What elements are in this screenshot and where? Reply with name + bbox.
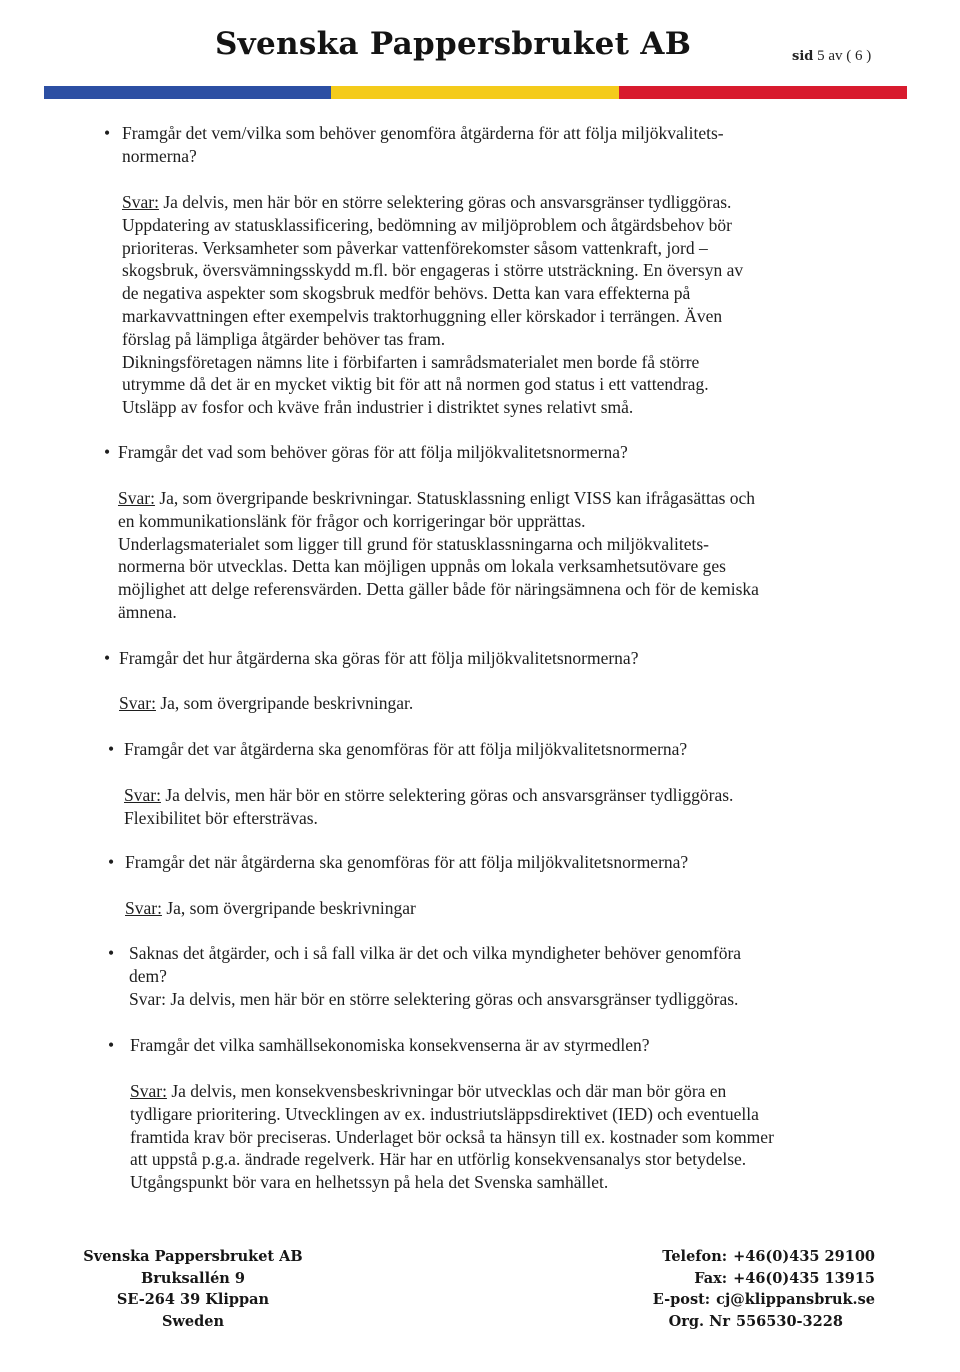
answer-line: normerna bör utvecklas. Detta kan möjligen uppnås om lokala verksamhetsutövare ges: [118, 556, 726, 577]
footer-phone-row: [640, 1246, 875, 1268]
question-line: Framgår det hur åtgärderna ska göras för att följa miljökvalitetsnormerna?: [119, 648, 639, 668]
answer-2: [118, 487, 759, 624]
question-3: [119, 647, 638, 670]
page-prefix: sid: [792, 49, 814, 64]
question-5: [125, 851, 688, 874]
answer-line: Dikningsföretagen nämns lite i förbifarten i samrådsmaterialet men borde få större: [122, 351, 700, 372]
footer-org-label: Org. Nr: [668, 1312, 730, 1330]
answer-first-text: Ja delvis, men här bör en större selektering göras och ansvarsgränser tydliggöras.: [160, 785, 734, 805]
answer-line: Utsläpp av fosfor och kväve från industrier i distriktet synes relativt små.: [122, 397, 634, 418]
question-4: [124, 738, 687, 761]
header-stripe-red: [619, 86, 907, 99]
bullet-icon: •: [104, 442, 111, 462]
answer-label: Svar:: [119, 693, 156, 713]
question-line: Framgår det vilka samhällsekonomiska konsekvenserna är av styrmedlen?: [130, 1035, 650, 1055]
answer-line: prioriteras. Verksamheter som påverkar vattenförekomster såsom vattenkraft, jord –: [122, 237, 708, 258]
answer-line: att uppstå p.g.a. ändrade regelverk. Här har en utförlig konsekvensanalys stor betydelse.: [130, 1149, 747, 1170]
answer-first-line: [119, 692, 413, 715]
answer-line: möjlighet att delge referensvärden. Detta gäller både för näringsämnena och för de kemiska: [118, 579, 759, 600]
answer-label: Svar:: [122, 192, 159, 212]
answer-line: markavvattningen efter exempelvis traktorhuggning eller körskador i terrängen. Även: [122, 305, 723, 326]
company-letterhead-title: Svenska Pappersbruket AB: [215, 26, 692, 62]
answer-first-text: Ja, som övergripande beskrivningar. Statusklassning enligt VISS kan ifrågasättas och: [154, 488, 756, 508]
answer-4: [124, 784, 733, 830]
answer-line: tydligare prioritering. Utvecklingen av ex. industriutsläppsdirektivet (IED) och eventuella: [130, 1103, 759, 1124]
question-1: [122, 122, 724, 168]
footer-address: [78, 1246, 308, 1332]
answer-label: Svar:: [118, 488, 155, 508]
answer-line: Uppdatering av statusklassificering, bedömning av miljöproblem och åtgärdsbehov bör: [122, 214, 732, 235]
footer-org: 556530-3228: [736, 1312, 843, 1330]
answer-first-line: [125, 897, 416, 920]
footer-org-row: [640, 1311, 875, 1333]
answer-1: [122, 191, 743, 419]
bullet-icon: •: [108, 1035, 115, 1055]
question-line: normerna?: [122, 145, 197, 166]
question-line: Saknas det åtgärder, och i så fall vilka är det och vilka myndigheter behöver genomföra: [129, 943, 742, 963]
answer-first-line: [118, 487, 759, 510]
answer-line: en kommunikationslänk för frågor och korrigeringar bör upprättas.: [118, 510, 586, 531]
footer-contact: [640, 1246, 875, 1332]
answer-label: Svar:: [130, 1081, 167, 1101]
question-line: Framgår det var åtgärderna ska genomföras för att följa miljökvalitetsnormerna?: [124, 739, 688, 759]
answer-first-line: [124, 784, 733, 807]
page-number: [792, 48, 871, 65]
answer-first-line: [130, 1080, 774, 1103]
footer-phone: +46(0)435 29100: [733, 1248, 875, 1265]
footer-email-label: E-post:: [652, 1291, 711, 1308]
answer-first-text: Ja delvis, men här bör en större selektering göras och ansvarsgränser tydliggöras.: [158, 192, 732, 212]
answer-first-text: Ja, som övergripande beskrivningar.: [155, 693, 414, 713]
answer-line: Utgångspunkt bör vara en helhetssyn på hela det Svenska samhället.: [130, 1172, 609, 1193]
question-line: Framgår det vad som behöver göras för att följa miljökvalitetsnormerna?: [118, 442, 628, 462]
question-2: [118, 441, 628, 464]
answer-7: [130, 1080, 774, 1194]
bullet-icon: •: [108, 943, 115, 963]
answer-label: Svar:: [124, 785, 161, 805]
answer-line: Flexibilitet bör eftersträvas.: [124, 807, 318, 828]
answer-3: [119, 692, 413, 715]
question-6: [129, 942, 741, 1010]
header-stripe-yellow: [331, 86, 619, 99]
footer-email: cj@klippansbruk.se: [716, 1291, 875, 1308]
bullet-icon: •: [104, 648, 111, 668]
footer-company: Svenska Pappersbruket AB: [83, 1248, 303, 1265]
question-7: [130, 1034, 650, 1057]
question-line: dem?: [129, 965, 167, 986]
answer-line: framtida krav bör preciseras. Underlaget bör också ta hänsyn till ex. kostnader som kommer: [130, 1126, 774, 1147]
answer-line: Underlagsmaterialet som ligger till grund för statusklassningarna och miljökvalitets-: [118, 533, 709, 554]
footer-phone-label: Telefon:: [662, 1248, 728, 1265]
answer-line: skogsbruk, översvämningsskydd m.fl. bör engageras i större utsträckning. En översyn av: [122, 260, 744, 281]
footer-country: Sweden: [161, 1312, 225, 1330]
question-line: Framgår det vem/vilka som behöver genomföra åtgärderna för att följa miljökvalitets-: [122, 123, 724, 143]
answer-label: Svar:: [125, 898, 162, 918]
answer-first-text: Ja delvis, men konsekvensbeskrivningar bör utvecklas och där man bör göra en: [166, 1081, 727, 1101]
footer-city: SE-264 39 Klippan: [116, 1291, 270, 1308]
answer-line: förslag på lämpliga åtgärder behöver tas fram.: [122, 328, 446, 349]
answer-first-text: Ja, som övergripande beskrivningar: [161, 898, 416, 918]
bullet-icon: •: [108, 739, 115, 759]
question-line: Svar: Ja delvis, men här bör en större selektering göras och ansvarsgränser tydliggöras.: [129, 988, 739, 1009]
answer-line: ämnena.: [118, 601, 177, 622]
answer-5: [125, 897, 416, 920]
header-stripe-blue: [44, 86, 331, 99]
question-line: Framgår det när åtgärderna ska genomföras för att följa miljökvalitetsnormerna?: [125, 852, 689, 872]
bullet-icon: •: [108, 852, 115, 872]
bullet-icon: •: [104, 123, 111, 143]
answer-line: de negativa aspekter som skogsbruk medför behövs. Detta kan vara effekterna på: [122, 283, 691, 304]
footer-street: Bruksallén 9: [141, 1269, 245, 1287]
page-count: 5 av ( 6 ): [817, 48, 872, 64]
footer-fax-row: [640, 1268, 875, 1290]
footer-fax: +46(0)435 13915: [733, 1269, 875, 1287]
answer-line: utrymme då det är en mycket viktig bit för att nå normen god status i ett vattendrag.: [122, 374, 709, 395]
footer-email-row: [640, 1289, 875, 1311]
answer-first-line: [122, 191, 743, 214]
footer-fax-label: Fax:: [694, 1269, 728, 1287]
